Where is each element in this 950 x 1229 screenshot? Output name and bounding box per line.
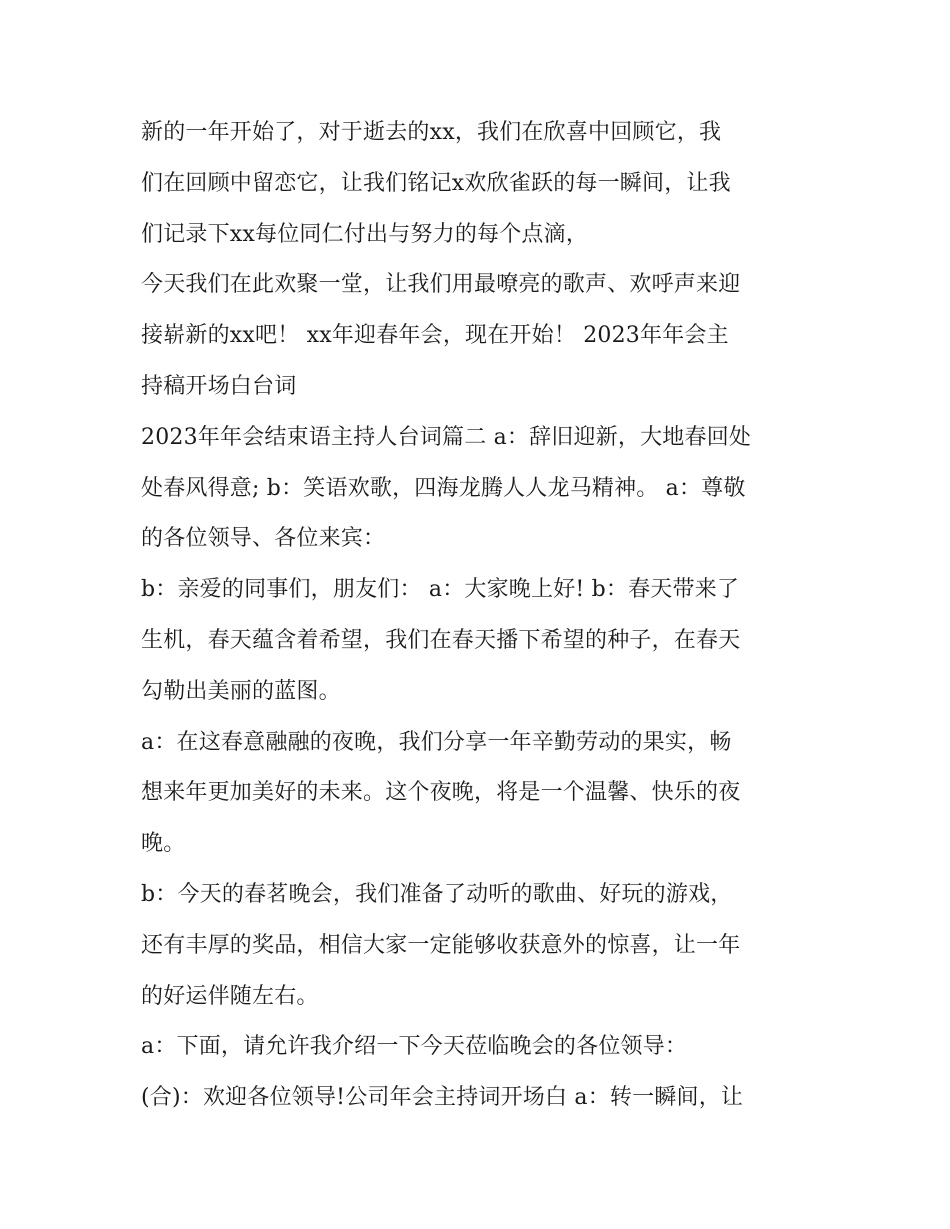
text-line: a：下面，请允许我介绍一下今天莅临晚会的各位领导：: [141, 1034, 688, 1060]
text-line: b：亲爱的同事们，朋友们： a：大家晚上好! b：春天带来了: [141, 577, 740, 603]
text-line: 新的一年开始了，对于逝去的xx，我们在欣喜中回顾它，我: [141, 120, 722, 145]
text-line: 处春风得意; b：笑语欢歌，四海龙腾人人龙马精神。 a：尊敬: [141, 475, 746, 501]
text-line: 晚。: [141, 831, 186, 857]
text-line: 今天我们在此欢聚一堂，让我们用最嘹亮的歌声、欢呼声来迎: [141, 272, 741, 298]
text-line: (合)：欢迎各位领导!公司年会主持词开场白 a：转一瞬间，让: [141, 1085, 744, 1111]
text-line: a：在这春意融融的夜晚，我们分享一年辛勤劳动的果实，畅: [141, 729, 732, 755]
text-line: 还有丰厚的奖品，相信大家一定能够收获意外的惊喜，让一年: [141, 932, 741, 958]
text-line: 们记录下xx每位同仁付出与努力的每个点滴，: [141, 221, 589, 247]
text-line: 的各位领导、各位来宾：: [141, 526, 386, 552]
text-line: 2023年年会结束语主持人台词篇二 a：辞旧迎新，大地春回处: [141, 424, 752, 450]
text-line: 的好运伴随左右。: [141, 983, 319, 1009]
text-line: 勾勒出美丽的蓝图。: [141, 678, 341, 704]
text-line: 们在回顾中留恋它，让我们铭记x欢欣雀跃的每一瞬间，让我: [141, 170, 731, 196]
text-line: b：今天的春茗晚会，我们准备了动听的歌曲、好玩的游戏，: [141, 881, 733, 907]
text-line: 持稿开场白台词: [141, 373, 297, 399]
text-line: 接崭新的xx吧！ xx年迎春年会，现在开始！ 2023年年会主: [141, 323, 729, 349]
text-line: 生机，春天蕴含着希望，我们在春天播下希望的种子，在春天: [141, 627, 741, 653]
document-body: [141, 108, 821, 1124]
text-line: 想来年更加美好的未来。这个夜晚，将是一个温馨、快乐的夜: [141, 780, 741, 806]
